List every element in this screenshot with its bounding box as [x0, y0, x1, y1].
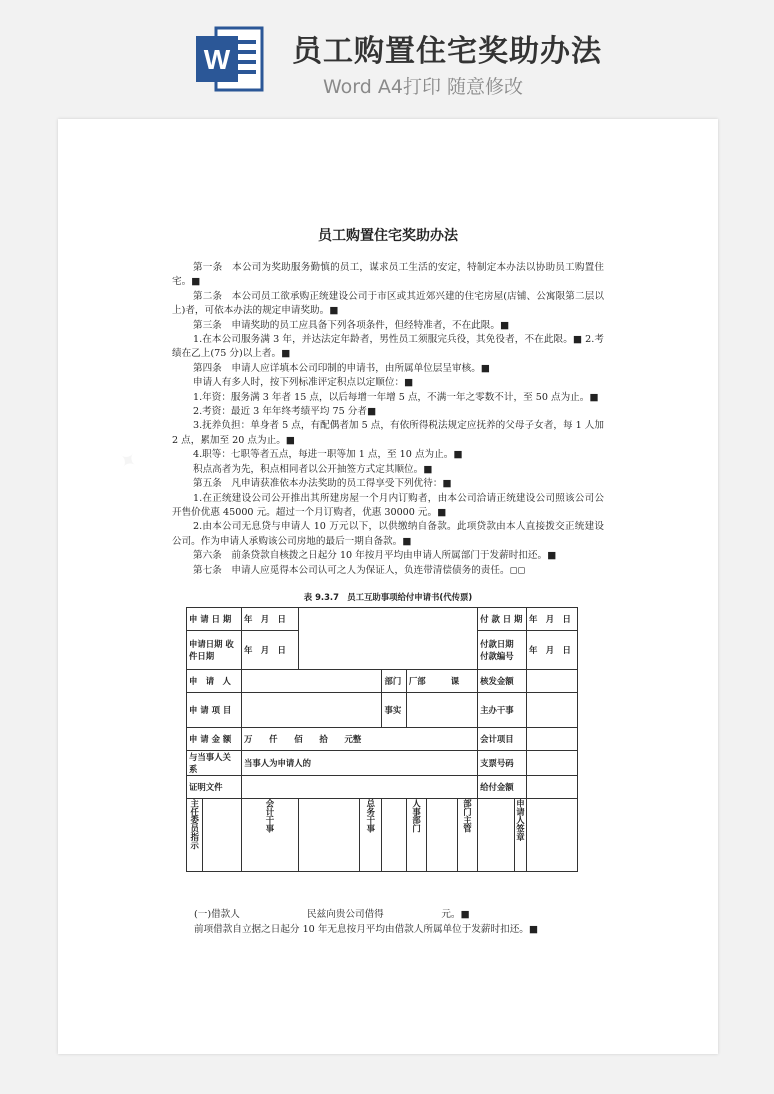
paragraph: 第六条 前条贷款自核拨之日起分 10 年按月平均由申请人所属部门于发薪时扣还。■ [193, 550, 557, 562]
form-value: 当事人为申请人的 [241, 751, 477, 776]
form-label: 申请日期 收件日期 [187, 631, 242, 670]
paragraph: 1.年资：服务满 3 年者 15 点，以后每增一年增 5 点，不满一年之零数不计，至 50 点为止。■ [193, 391, 599, 403]
form-label: 申 请 日 期 [187, 608, 242, 631]
paragraph: 4.职等：七职等者五点，每进一职等加 1 点，至 10 点为止。■ [193, 449, 463, 461]
paragraph: 申请人有多人时，按下列标准评定积点以定顺位：■ [193, 377, 414, 389]
form-blank [527, 728, 578, 751]
document-title: 员工购置住宅奖助办法 [318, 228, 458, 244]
form-label: 证明文件 [187, 776, 242, 799]
form-label: 申 请 金 额 [187, 728, 242, 751]
form-label: 付款日期 付款编号 [478, 631, 527, 670]
form-label: 给付金额 [478, 776, 527, 799]
form-blank [527, 693, 578, 728]
body-text [172, 261, 604, 578]
paragraph: 第四条 申请人应详填本公司印制的申请书，由所属单位层呈审核。■ [193, 362, 490, 374]
word-icon [194, 22, 266, 96]
form-value: 年 月 日 [241, 631, 298, 670]
document-page [58, 119, 718, 1054]
form-blank [203, 799, 242, 872]
watermark [112, 446, 141, 477]
footer-line: (一)借款人 民兹向贵公司借得 元。■ [194, 909, 470, 920]
paragraph: 第五条 凡申请获准依本办法奖助的员工得享受下列优待：■ [193, 478, 452, 490]
form-blank [527, 670, 578, 693]
banner-title: 员工购置住宅奖助办法 [292, 34, 602, 69]
form-blank [241, 776, 477, 799]
form-label: 付 款 日 期 [478, 608, 527, 631]
paragraph: 积点高者为先，积点相同者以公开抽签方式定其顺位。■ [193, 463, 433, 475]
form-blank [241, 670, 381, 693]
paragraph: 1.在本公司服务满 3 年，并达法定年龄者，男性员工须服完兵役，其免役者，不在此限。■ 2.考绩在乙上(75 分)以上者。■ [172, 334, 604, 360]
form-blank [298, 799, 359, 872]
banner-subtitle: Word A4打印 随意修改 [323, 76, 524, 98]
paragraph: 第三条 申请奖助的员工应具备下列各项条件，但经特准者，不在此限。■ [193, 319, 510, 331]
form-label: 会计项目 [478, 728, 527, 751]
form-blank [406, 693, 477, 728]
banner [0, 0, 774, 118]
form-value: 年 月 日 [527, 631, 578, 670]
sign-label: 人事部门 [406, 799, 426, 872]
form-blank [427, 799, 458, 872]
form-label: 事实 [382, 693, 406, 728]
sign-label: 主任委员指示 [187, 799, 203, 872]
word-icon-letter: W [203, 44, 231, 75]
form-blank [241, 693, 381, 728]
paragraph: 第一条 本公司为奖助服务勤慎的员工，谋求员工生活的安定，特制定本办法以协助员工购置住宅。■ [172, 262, 604, 288]
sign-label: 会计干事 [241, 799, 298, 872]
form-value: 年 月 日 [241, 608, 298, 631]
paragraph: 1.在正统建设公司公开推出其所建房屋一个月内订购者，由本公司洽请正统建设公司照该公司公开售价优惠 45000 元。超过一个月订购者，优惠 30000 元。■ [172, 492, 604, 518]
application-form-table [186, 607, 578, 872]
form-blank [382, 799, 406, 872]
sign-label: 总务干事 [360, 799, 382, 872]
sign-label: 部门主管 [457, 799, 477, 872]
form-label: 申 请 人 [187, 670, 242, 693]
paragraph: 2.考资：最近 3 年年终考绩平均 75 分者■ [193, 406, 377, 418]
form-label: 部门 [382, 670, 406, 693]
form-blank [527, 751, 578, 776]
footer-line: 前项借款自立据之日起分 10 年无息按月平均由借款人所属单位于发薪时扣还。■ [194, 924, 538, 935]
footer-text [194, 907, 626, 937]
paragraph: 第二条 本公司员工欲承购正统建设公司于市区或其近郊兴建的住宅房屋(店铺、公寓限第二层以上)者，可依本办法的规定申请奖助。■ [172, 290, 604, 317]
form-blank [298, 608, 477, 670]
form-label: 核发金额 [478, 670, 527, 693]
form-value: 万 仟 佰 拾 元整 [241, 728, 477, 751]
form-value: 厂部 课 [406, 670, 477, 693]
form-label: 申 请 项 目 [187, 693, 242, 728]
sign-label: 申请人签章 [514, 799, 526, 872]
form-label: 与当事人关系 [187, 751, 242, 776]
paragraph: 第七条 申请人应觅得本公司认可之人为保证人，负连带清偿债务的责任。◻◻ [193, 564, 526, 576]
form-blank [527, 799, 578, 872]
form-value: 年 月 日 [527, 608, 578, 631]
paragraph: 3.抚养负担：单身者 5 点，有配偶者加 5 点，有依所得税法规定应抚养的父母子女者，每 1 人加 2 点，累加至 20 点为止。■ [172, 420, 604, 446]
form-blank [527, 776, 578, 799]
form-blank [478, 799, 515, 872]
form-label: 主办干事 [478, 693, 527, 728]
form-label: 支票号码 [478, 751, 527, 776]
paragraph: 2.由本公司无息贷与申请人 10 万元以下，以供缴纳自备款。此项贷款由本人直接拨交正统建设公司。作为申请人承购该公司房地的最后一期自备款。■ [172, 521, 604, 547]
table-caption: 表 9.3.7 员工互助事项给付申请书(代传票) [303, 592, 473, 602]
